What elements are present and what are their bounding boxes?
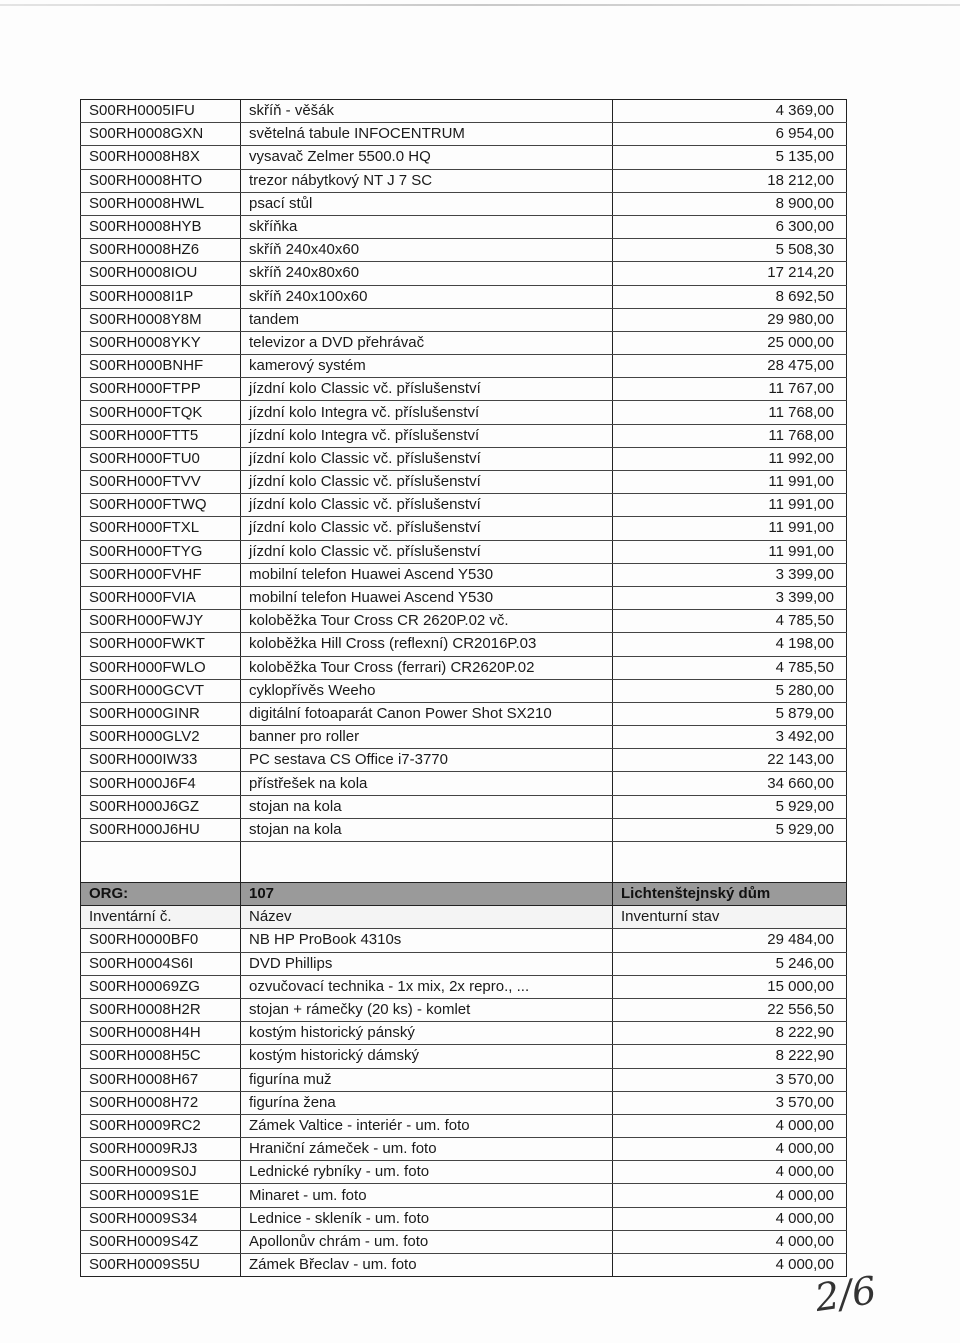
item-name-cell: jízdní kolo Integra vč. příslušenství	[241, 424, 613, 447]
inventory-number-cell: S00RH0008H8X	[81, 146, 241, 169]
inventory-rows-section-1	[81, 100, 847, 842]
inventory-number-cell: S00RH0008H72	[81, 1091, 241, 1114]
inventory-number-cell: S00RH000FTPP	[81, 378, 241, 401]
item-name-cell: jízdní kolo Classic vč. příslušenství	[241, 494, 613, 517]
table-row	[81, 929, 847, 952]
item-name-cell: banner pro roller	[241, 726, 613, 749]
table-row	[81, 540, 847, 563]
table-row	[81, 285, 847, 308]
table-row	[81, 192, 847, 215]
inventory-number-cell: S00RH0008H2R	[81, 998, 241, 1021]
item-name-cell: kamerový systém	[241, 355, 613, 378]
item-name-cell: jízdní kolo Classic vč. příslušenství	[241, 378, 613, 401]
inventory-number-cell: S00RH000FTXL	[81, 517, 241, 540]
inventory-number-cell: S00RH0008HWL	[81, 192, 241, 215]
item-name-cell: Lednické rybníky - um. foto	[241, 1161, 613, 1184]
item-name-cell: jízdní kolo Integra vč. příslušenství	[241, 401, 613, 424]
table-row	[81, 1091, 847, 1114]
inventory-number-cell: S00RH0009S4Z	[81, 1230, 241, 1253]
table-row	[81, 586, 847, 609]
value-cell: 4 000,00	[613, 1184, 847, 1207]
inventory-number-cell: S00RH000FVHF	[81, 563, 241, 586]
value-cell: 3 399,00	[613, 563, 847, 586]
inventory-table	[80, 99, 847, 1277]
inventory-number-cell: S00RH000GINR	[81, 702, 241, 725]
item-name-cell: přístřešek na kola	[241, 772, 613, 795]
item-name-cell: DVD Phillips	[241, 952, 613, 975]
value-cell: 8 692,50	[613, 285, 847, 308]
org-name: Lichtenštejnský dům	[613, 883, 847, 906]
value-cell: 11 768,00	[613, 424, 847, 447]
table-row	[81, 471, 847, 494]
table-row	[81, 1254, 847, 1277]
item-name-cell: jízdní kolo Classic vč. příslušenství	[241, 471, 613, 494]
item-name-cell: NB HP ProBook 4310s	[241, 929, 613, 952]
header-inventory-status: Inventurní stav	[613, 906, 847, 929]
item-name-cell: televizor a DVD přehrávač	[241, 331, 613, 354]
item-name-cell: koloběžka Tour Cross (ferrari) CR2620P.02	[241, 656, 613, 679]
inventory-number-cell: S00RH000FTYG	[81, 540, 241, 563]
table-row	[81, 795, 847, 818]
table-row	[81, 772, 847, 795]
table-row	[81, 610, 847, 633]
item-name-cell: skříň 240x100x60	[241, 285, 613, 308]
item-name-cell: kostým historický dámský	[241, 1045, 613, 1068]
inventory-number-cell: S00RH0004S6I	[81, 952, 241, 975]
inventory-number-cell: S00RH0008Y8M	[81, 308, 241, 331]
item-name-cell: Apollonův chrám - um. foto	[241, 1230, 613, 1253]
item-name-cell: cyklopřívěs Weeho	[241, 679, 613, 702]
value-cell: 4 785,50	[613, 610, 847, 633]
table-row	[81, 998, 847, 1021]
inventory-number-cell: S00RH000BNHF	[81, 355, 241, 378]
inventory-number-cell: S00RH000FTVV	[81, 471, 241, 494]
value-cell: 11 991,00	[613, 517, 847, 540]
value-cell: 11 768,00	[613, 401, 847, 424]
table-row	[81, 1161, 847, 1184]
table-row	[81, 975, 847, 998]
inventory-number-cell: S00RH000FTU0	[81, 447, 241, 470]
value-cell: 4 000,00	[613, 1254, 847, 1277]
inventory-number-cell: S00RH0009S1E	[81, 1184, 241, 1207]
inventory-number-cell: S00RH0008HTO	[81, 169, 241, 192]
item-name-cell: Minaret - um. foto	[241, 1184, 613, 1207]
value-cell: 5 135,00	[613, 146, 847, 169]
item-name-cell: ozvučovací technika - 1x mix, 2x repro., ...	[241, 975, 613, 998]
inventory-number-cell: S00RH0008H4H	[81, 1022, 241, 1045]
value-cell: 5 280,00	[613, 679, 847, 702]
table-row	[81, 401, 847, 424]
table-row	[81, 262, 847, 285]
value-cell: 5 879,00	[613, 702, 847, 725]
inventory-number-cell: S00RH000FTQK	[81, 401, 241, 424]
table-row	[81, 239, 847, 262]
value-cell: 5 929,00	[613, 818, 847, 841]
inventory-number-cell: S00RH0009RC2	[81, 1114, 241, 1137]
item-name-cell: Zámek Valtice - interiér - um. foto	[241, 1114, 613, 1137]
table-row	[81, 494, 847, 517]
item-name-cell: koloběžka Hill Cross (reflexní) CR2016P.03	[241, 633, 613, 656]
value-cell: 17 214,20	[613, 262, 847, 285]
table-row	[81, 633, 847, 656]
value-cell: 4 000,00	[613, 1230, 847, 1253]
item-name-cell: jízdní kolo Classic vč. příslušenství	[241, 447, 613, 470]
value-cell: 11 991,00	[613, 471, 847, 494]
inventory-number-cell: S00RH000J6GZ	[81, 795, 241, 818]
value-cell: 34 660,00	[613, 772, 847, 795]
item-name-cell: vysavač Zelmer 5500.0 HQ	[241, 146, 613, 169]
value-cell: 3 570,00	[613, 1091, 847, 1114]
value-cell: 8 900,00	[613, 192, 847, 215]
item-name-cell: stojan na kola	[241, 795, 613, 818]
item-name-cell: psací stůl	[241, 192, 613, 215]
header-inventory-number: Inventární č.	[81, 906, 241, 929]
item-name-cell: PC sestava CS Office i7-3770	[241, 749, 613, 772]
inventory-number-cell: S00RH000FWKT	[81, 633, 241, 656]
value-cell: 4 000,00	[613, 1161, 847, 1184]
value-cell: 29 980,00	[613, 308, 847, 331]
item-name-cell: Hraniční zámeček - um. foto	[241, 1138, 613, 1161]
value-cell: 4 000,00	[613, 1114, 847, 1137]
value-cell: 5 508,30	[613, 239, 847, 262]
value-cell: 4 198,00	[613, 633, 847, 656]
item-name-cell: figurína muž	[241, 1068, 613, 1091]
item-name-cell: skříň 240x80x60	[241, 262, 613, 285]
item-name-cell: skříň 240x40x60	[241, 239, 613, 262]
value-cell: 3 570,00	[613, 1068, 847, 1091]
inventory-number-cell: S00RH0009S5U	[81, 1254, 241, 1277]
table-row	[81, 447, 847, 470]
table-row	[81, 355, 847, 378]
item-name-cell: mobilní telefon Huawei Ascend Y530	[241, 586, 613, 609]
spacer-row	[81, 842, 847, 883]
table-row	[81, 726, 847, 749]
inventory-number-cell: S00RH0000BF0	[81, 929, 241, 952]
value-cell: 4 000,00	[613, 1207, 847, 1230]
value-cell: 11 991,00	[613, 540, 847, 563]
table-row	[81, 308, 847, 331]
item-name-cell: stojan na kola	[241, 818, 613, 841]
inventory-number-cell: S00RH0008GXN	[81, 123, 241, 146]
table-row	[81, 1068, 847, 1091]
table-row	[81, 100, 847, 123]
header-name: Název	[241, 906, 613, 929]
value-cell: 6 300,00	[613, 215, 847, 238]
item-name-cell: koloběžka Tour Cross CR 2620P.02 vč.	[241, 610, 613, 633]
value-cell: 3 492,00	[613, 726, 847, 749]
column-header-row	[81, 906, 847, 929]
item-name-cell: tandem	[241, 308, 613, 331]
table-row	[81, 1022, 847, 1045]
item-name-cell: stojan + rámečky (20 ks) - komlet	[241, 998, 613, 1021]
item-name-cell: Zámek Břeclav - um. foto	[241, 1254, 613, 1277]
handwritten-page-number: 2/6	[812, 1267, 879, 1321]
table-row	[81, 679, 847, 702]
inventory-number-cell: S00RH00069ZG	[81, 975, 241, 998]
table-row	[81, 517, 847, 540]
org-row	[81, 883, 847, 906]
org-label: ORG:	[81, 883, 241, 906]
table-row	[81, 331, 847, 354]
item-name-cell: figurína žena	[241, 1091, 613, 1114]
inventory-number-cell: S00RH000FTT5	[81, 424, 241, 447]
inventory-number-cell: S00RH0009S34	[81, 1207, 241, 1230]
inventory-number-cell: S00RH0008IOU	[81, 262, 241, 285]
item-name-cell: světelná tabule INFOCENTRUM	[241, 123, 613, 146]
inventory-number-cell: S00RH000FWLO	[81, 656, 241, 679]
inventory-number-cell: S00RH0008HZ6	[81, 239, 241, 262]
table-row	[81, 702, 847, 725]
inventory-number-cell: S00RH0008I1P	[81, 285, 241, 308]
inventory-number-cell: S00RH000FTWQ	[81, 494, 241, 517]
value-cell: 11 991,00	[613, 494, 847, 517]
table-row	[81, 952, 847, 975]
table-row	[81, 656, 847, 679]
value-cell: 22 556,50	[613, 998, 847, 1021]
value-cell: 5 929,00	[613, 795, 847, 818]
item-name-cell: mobilní telefon Huawei Ascend Y530	[241, 563, 613, 586]
table-row	[81, 563, 847, 586]
inventory-number-cell: S00RH000GLV2	[81, 726, 241, 749]
inventory-number-cell: S00RH0008YKY	[81, 331, 241, 354]
value-cell: 6 954,00	[613, 123, 847, 146]
inventory-number-cell: S00RH000GCVT	[81, 679, 241, 702]
table-row	[81, 424, 847, 447]
table-row	[81, 749, 847, 772]
item-name-cell: digitální fotoaparát Canon Power Shot SX210	[241, 702, 613, 725]
table-row	[81, 215, 847, 238]
table-row	[81, 1138, 847, 1161]
item-name-cell: jízdní kolo Classic vč. příslušenství	[241, 517, 613, 540]
inventory-number-cell: S00RH0008H67	[81, 1068, 241, 1091]
table-row	[81, 1045, 847, 1068]
value-cell: 29 484,00	[613, 929, 847, 952]
table-row	[81, 378, 847, 401]
inventory-number-cell: S00RH000FWJY	[81, 610, 241, 633]
table-row	[81, 1114, 847, 1137]
value-cell: 8 222,90	[613, 1045, 847, 1068]
item-name-cell: Lednice - skleník - um. foto	[241, 1207, 613, 1230]
value-cell: 18 212,00	[613, 169, 847, 192]
value-cell: 5 246,00	[613, 952, 847, 975]
inventory-rows-section-2	[81, 929, 847, 1277]
item-name-cell: kostým historický pánský	[241, 1022, 613, 1045]
org-code: 107	[241, 883, 613, 906]
inventory-number-cell: S00RH0008HYB	[81, 215, 241, 238]
inventory-number-cell: S00RH000IW33	[81, 749, 241, 772]
value-cell: 25 000,00	[613, 331, 847, 354]
scan-edge-line	[0, 4, 960, 6]
inventory-number-cell: S00RH0008H5C	[81, 1045, 241, 1068]
value-cell: 3 399,00	[613, 586, 847, 609]
value-cell: 11 767,00	[613, 378, 847, 401]
table-row	[81, 123, 847, 146]
value-cell: 4 000,00	[613, 1138, 847, 1161]
table-row	[81, 1230, 847, 1253]
table-row	[81, 169, 847, 192]
inventory-number-cell: S00RH0009RJ3	[81, 1138, 241, 1161]
item-name-cell: skříň - věšák	[241, 100, 613, 123]
item-name-cell: skříňka	[241, 215, 613, 238]
inventory-number-cell: S00RH000FVIA	[81, 586, 241, 609]
value-cell: 4 369,00	[613, 100, 847, 123]
inventory-number-cell: S00RH0009S0J	[81, 1161, 241, 1184]
org-section-header	[81, 883, 847, 929]
value-cell: 11 992,00	[613, 447, 847, 470]
inventory-number-cell: S00RH0005IFU	[81, 100, 241, 123]
item-name-cell: trezor nábytkový NT J 7 SC	[241, 169, 613, 192]
value-cell: 28 475,00	[613, 355, 847, 378]
value-cell: 8 222,90	[613, 1022, 847, 1045]
table-row	[81, 1207, 847, 1230]
value-cell: 4 785,50	[613, 656, 847, 679]
section-spacer	[81, 842, 847, 883]
inventory-number-cell: S00RH000J6HU	[81, 818, 241, 841]
inventory-sheet	[80, 99, 846, 1277]
inventory-number-cell: S00RH000J6F4	[81, 772, 241, 795]
value-cell: 22 143,00	[613, 749, 847, 772]
item-name-cell: jízdní kolo Classic vč. příslušenství	[241, 540, 613, 563]
table-row	[81, 1184, 847, 1207]
table-row	[81, 146, 847, 169]
table-row	[81, 818, 847, 841]
value-cell: 15 000,00	[613, 975, 847, 998]
